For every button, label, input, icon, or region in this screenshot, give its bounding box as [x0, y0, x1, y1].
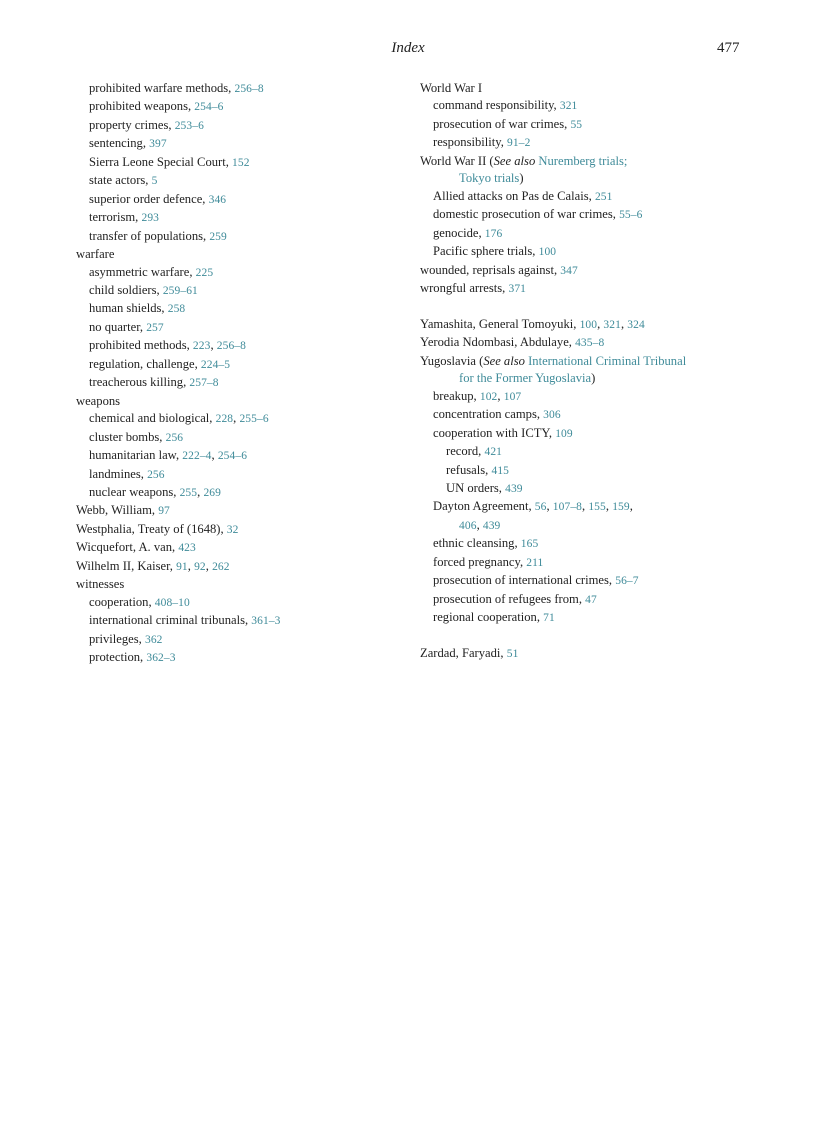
- index-entry: [420, 645, 750, 663]
- page-reference-link[interactable]: 155: [588, 501, 606, 514]
- index-entry: [76, 612, 396, 630]
- page-reference-link[interactable]: 371: [508, 282, 527, 295]
- ref-separator: ,: [476, 517, 483, 532]
- entry-term: breakup,: [433, 388, 480, 403]
- closing-parenthesis: ): [519, 171, 524, 186]
- index-entry: [76, 374, 396, 392]
- entry-term: sentencing,: [89, 136, 150, 151]
- ref-separator: ,: [597, 316, 604, 331]
- index-entry: [76, 631, 396, 649]
- entry-term: record,: [446, 444, 485, 459]
- index-column-right: [420, 80, 750, 663]
- index-entry: [76, 228, 396, 246]
- page-reference-link[interactable]: 225: [195, 266, 214, 279]
- index-entry: [76, 172, 396, 190]
- entry-term: international criminal tribunals,: [89, 613, 252, 628]
- page-reference-link[interactable]: 257–8: [189, 377, 219, 390]
- ref-separator: ,: [546, 499, 553, 514]
- index-entry: [76, 319, 396, 337]
- entry-term: Yugoslavia (: [420, 353, 484, 368]
- page-reference-link[interactable]: 257: [146, 321, 164, 334]
- index-entry: [76, 282, 396, 300]
- entry-term: prosecution of international crimes,: [433, 573, 616, 588]
- page-reference-link[interactable]: 251: [594, 190, 613, 203]
- page-reference-link[interactable]: 228: [215, 413, 234, 426]
- index-entry: [76, 502, 396, 520]
- page-reference-link[interactable]: 102: [479, 390, 498, 403]
- entry-term: asymmetric warfare,: [89, 264, 196, 279]
- entry-term: concentration camps,: [433, 407, 544, 422]
- index-entry: [76, 264, 396, 282]
- page-reference-link[interactable]: 109: [555, 427, 573, 440]
- index-entry: [420, 262, 750, 280]
- index-entry: [420, 243, 750, 261]
- entry-term: Zardad, Faryadi,: [420, 646, 507, 661]
- index-entry: [420, 406, 750, 424]
- entry-term: responsibility,: [433, 135, 508, 150]
- page-reference-link[interactable]: 254–6: [194, 101, 224, 114]
- index-entry: [420, 188, 750, 206]
- index-entry: [420, 498, 750, 516]
- page-reference-link[interactable]: 56–7: [615, 575, 639, 588]
- ref-separator: ,: [211, 448, 218, 463]
- entry-term: cooperation,: [89, 594, 155, 609]
- page-reference-link[interactable]: 321: [603, 318, 621, 331]
- page-reference-link[interactable]: 346: [208, 193, 227, 206]
- index-entry: [76, 135, 396, 153]
- page-reference-link[interactable]: 224–5: [200, 358, 231, 371]
- entry-term: cooperation with ICTY,: [433, 425, 556, 440]
- closing-parenthesis: ): [591, 371, 596, 386]
- entry-term: no quarter,: [89, 319, 147, 334]
- entry-term: chemical and biological,: [89, 411, 216, 426]
- index-entry: [76, 98, 396, 116]
- entry-term: state actors,: [89, 173, 152, 188]
- page-reference-link[interactable]: 47: [585, 593, 597, 606]
- index-entry: [420, 480, 750, 498]
- page-reference-link[interactable]: 71: [543, 612, 555, 625]
- cross-reference-link[interactable]: Nuremberg trials;: [535, 153, 628, 168]
- entry-term: superior order defence,: [89, 191, 209, 206]
- page-reference-link[interactable]: 56: [534, 501, 547, 514]
- page-reference-link[interactable]: 222–4: [182, 450, 212, 463]
- entry-term: terrorism,: [89, 210, 142, 225]
- page-reference-link[interactable]: 361–3: [251, 615, 281, 628]
- entry-term: command responsibility,: [433, 98, 560, 113]
- entry-term: prosecution of refugees from,: [433, 591, 586, 606]
- entry-term: prosecution of war crimes,: [433, 116, 571, 131]
- page-reference-link[interactable]: 152: [232, 156, 250, 169]
- entry-term: World War II (: [420, 153, 494, 168]
- entry-term: Allied attacks on Pas de Calais,: [433, 188, 595, 203]
- letter-group-gap: [420, 628, 750, 645]
- index-entry: [420, 425, 750, 443]
- ref-separator: ,: [582, 499, 589, 514]
- index-entry: [420, 134, 750, 152]
- ref-separator: ,: [605, 499, 613, 514]
- entry-term: Westphalia, Treaty of (1648),: [76, 521, 227, 536]
- page-reference-link[interactable]: 92: [194, 560, 206, 573]
- index-entry: [420, 353, 750, 370]
- page-reference-link[interactable]: 293: [141, 212, 160, 225]
- page-reference-link[interactable]: 439: [505, 482, 523, 495]
- index-entry: [76, 521, 396, 539]
- page-reference-link[interactable]: 55–6: [619, 209, 643, 222]
- page-reference-link[interactable]: 439: [482, 519, 501, 532]
- ref-separator: ,: [197, 484, 204, 499]
- page-reference-link[interactable]: 415: [491, 464, 510, 477]
- entry-term: treacherous killing,: [89, 375, 190, 390]
- page-reference-link[interactable]: 258: [167, 303, 186, 316]
- entry-term: regional cooperation,: [433, 610, 544, 625]
- entry-term: property crimes,: [89, 117, 175, 132]
- index-entry: [420, 316, 750, 334]
- index-entry: [76, 539, 396, 557]
- page-reference-link[interactable]: 165: [520, 538, 539, 551]
- entry-term: genocide,: [433, 225, 485, 240]
- page-reference-link[interactable]: 32: [226, 523, 239, 536]
- index-entry: [76, 209, 396, 227]
- entry-term: Wilhelm II, Kaiser,: [76, 558, 177, 573]
- page-reference-link[interactable]: 256: [147, 468, 165, 481]
- running-header-title: Index: [391, 40, 425, 56]
- see-also-label: See also: [493, 153, 536, 168]
- entry-term: transfer of populations,: [89, 228, 210, 243]
- page-reference-link[interactable]: 362–3: [146, 652, 176, 665]
- index-entry: [420, 153, 750, 170]
- index-entry: [420, 535, 750, 553]
- entry-term: witnesses: [76, 577, 125, 592]
- page-reference-link[interactable]: 100: [579, 318, 598, 331]
- page-reference-link[interactable]: 211: [526, 556, 544, 569]
- index-entry: [76, 410, 396, 428]
- index-entry: [420, 116, 750, 134]
- entry-term: prohibited weapons,: [89, 99, 195, 114]
- entry-term: human shields,: [89, 301, 168, 316]
- page-reference-link[interactable]: 176: [484, 227, 503, 240]
- page-reference-link[interactable]: 255: [179, 486, 198, 499]
- index-entry: [420, 280, 750, 298]
- page-reference-link[interactable]: 100: [538, 246, 557, 259]
- index-entry: [420, 572, 750, 590]
- entry-term: refusals,: [446, 462, 492, 477]
- index-entry: [420, 388, 750, 406]
- index-entry: [76, 594, 396, 612]
- entry-term: regulation, challenge,: [89, 356, 201, 371]
- index-entry: [420, 462, 750, 480]
- index-entry: [76, 154, 396, 172]
- entry-term: Yamashita, General Tomoyuki,: [420, 316, 580, 331]
- page-reference-link[interactable]: 324: [627, 318, 645, 331]
- index-entry: [420, 334, 750, 352]
- index-entry: [76, 558, 396, 576]
- index-entry: [420, 591, 750, 609]
- entry-term: prohibited methods,: [89, 338, 193, 353]
- index-entry: [76, 191, 396, 209]
- entry-term: Webb, William,: [76, 503, 159, 518]
- entry-term: privileges,: [89, 631, 145, 646]
- entry-term: UN orders,: [446, 480, 506, 495]
- page-reference-link[interactable]: 259–61: [162, 284, 198, 297]
- page-reference-link[interactable]: 5: [151, 175, 158, 188]
- entry-term: cluster bombs,: [89, 429, 166, 444]
- page-reference-link[interactable]: 423: [178, 542, 196, 555]
- index-entry: [420, 206, 750, 224]
- index-entry: [76, 80, 396, 98]
- ref-separator: ,: [629, 499, 633, 514]
- ref-separator: ,: [205, 558, 213, 573]
- page-reference-link[interactable]: 256: [165, 431, 184, 444]
- page-reference-link[interactable]: 55: [570, 118, 583, 131]
- page-reference-link[interactable]: 259: [209, 230, 227, 243]
- page-reference-link[interactable]: 421: [484, 446, 503, 459]
- index-entry: [76, 356, 396, 374]
- entry-term: nuclear weapons,: [89, 484, 180, 499]
- index-entry: [76, 447, 396, 465]
- page-reference-link[interactable]: 254–6: [217, 450, 248, 463]
- index-entry: [76, 649, 396, 667]
- cross-reference-link[interactable]: Tokyo trials: [459, 171, 520, 186]
- page-reference-link[interactable]: 362: [144, 633, 163, 646]
- page-reference-link[interactable]: 321: [559, 100, 578, 113]
- entry-term: prohibited warfare methods,: [89, 81, 235, 95]
- index-column-left: [76, 80, 396, 668]
- page-reference-link[interactable]: 223: [192, 340, 211, 353]
- index-entry: [76, 337, 396, 355]
- entry-term: protection,: [89, 650, 147, 665]
- entry-term: wrongful arrests,: [420, 280, 509, 295]
- page-reference-link[interactable]: 435–8: [575, 337, 605, 350]
- ref-separator: ,: [620, 316, 628, 331]
- index-entry: [76, 576, 396, 593]
- entry-term: forced pregnancy,: [433, 554, 527, 569]
- page-reference-link[interactable]: 107: [503, 390, 522, 403]
- entry-term: World War I: [420, 81, 483, 95]
- index-entry: [76, 429, 396, 447]
- page-reference-link[interactable]: 91–2: [507, 137, 531, 150]
- index-entry: [420, 554, 750, 572]
- entry-term: child soldiers,: [89, 282, 163, 297]
- entry-term: wounded, reprisals against,: [420, 262, 561, 277]
- entry-term: ethnic cleansing,: [433, 536, 521, 551]
- index-entry: [420, 370, 750, 387]
- ref-separator: ,: [233, 411, 240, 426]
- index-entry: [76, 246, 396, 263]
- page-reference-link[interactable]: 107–8: [552, 501, 583, 514]
- index-entry: [76, 466, 396, 484]
- ref-separator: ,: [497, 388, 504, 403]
- index-entry: [420, 170, 750, 187]
- entry-term: humanitarian law,: [89, 448, 183, 463]
- page-reference-link[interactable]: 91: [176, 560, 188, 573]
- letter-group-gap: [420, 298, 750, 315]
- page-reference-link[interactable]: 255–6: [239, 413, 269, 426]
- entry-term: Wicquefort, A. van,: [76, 540, 179, 555]
- page-reference-link[interactable]: 406: [459, 519, 477, 532]
- ref-separator: ,: [210, 338, 217, 353]
- page-reference-link[interactable]: 408–10: [154, 596, 190, 609]
- page-reference-link[interactable]: 51: [506, 648, 519, 661]
- page-reference-link[interactable]: 397: [149, 138, 167, 151]
- page-reference-link[interactable]: 306: [543, 409, 561, 422]
- index-entry: [76, 484, 396, 502]
- page-number: 477: [717, 40, 740, 56]
- see-also-label: See also: [483, 353, 525, 368]
- entry-term: Sierra Leone Special Court,: [89, 154, 233, 169]
- cross-reference-link[interactable]: for the Former Yugoslavia: [459, 371, 592, 386]
- page-reference-link[interactable]: 347: [560, 264, 578, 277]
- index-entry: [420, 97, 750, 115]
- entry-term: Dayton Agreement,: [433, 499, 535, 514]
- index-entry: [420, 517, 750, 535]
- entry-term: Yerodia Ndombasi, Abdulaye,: [420, 335, 576, 350]
- page-reference-link[interactable]: 262: [212, 560, 230, 573]
- page-reference-link[interactable]: 256–8: [234, 83, 264, 95]
- page-reference-link[interactable]: 253–6: [174, 119, 204, 132]
- entry-term: landmines,: [89, 466, 148, 481]
- index-entry: [76, 393, 396, 410]
- entry-term: weapons: [76, 393, 121, 408]
- index-entry: [420, 609, 750, 627]
- cross-reference-link[interactable]: International Criminal Tribunal: [524, 353, 687, 368]
- index-entry: [76, 300, 396, 318]
- ref-separator: ,: [187, 558, 195, 573]
- entry-term: Pacific sphere trials,: [433, 244, 539, 259]
- index-entry: [420, 80, 750, 97]
- entry-term: warfare: [76, 247, 115, 262]
- index-entry: [76, 117, 396, 135]
- page-reference-link[interactable]: 256–8: [216, 340, 246, 353]
- index-entry: [420, 443, 750, 461]
- index-entry: [420, 225, 750, 243]
- page-reference-link[interactable]: 97: [158, 505, 170, 518]
- page-reference-link[interactable]: 269: [203, 486, 221, 499]
- entry-term: domestic prosecution of war crimes,: [433, 207, 620, 222]
- page-reference-link[interactable]: 159: [612, 501, 630, 514]
